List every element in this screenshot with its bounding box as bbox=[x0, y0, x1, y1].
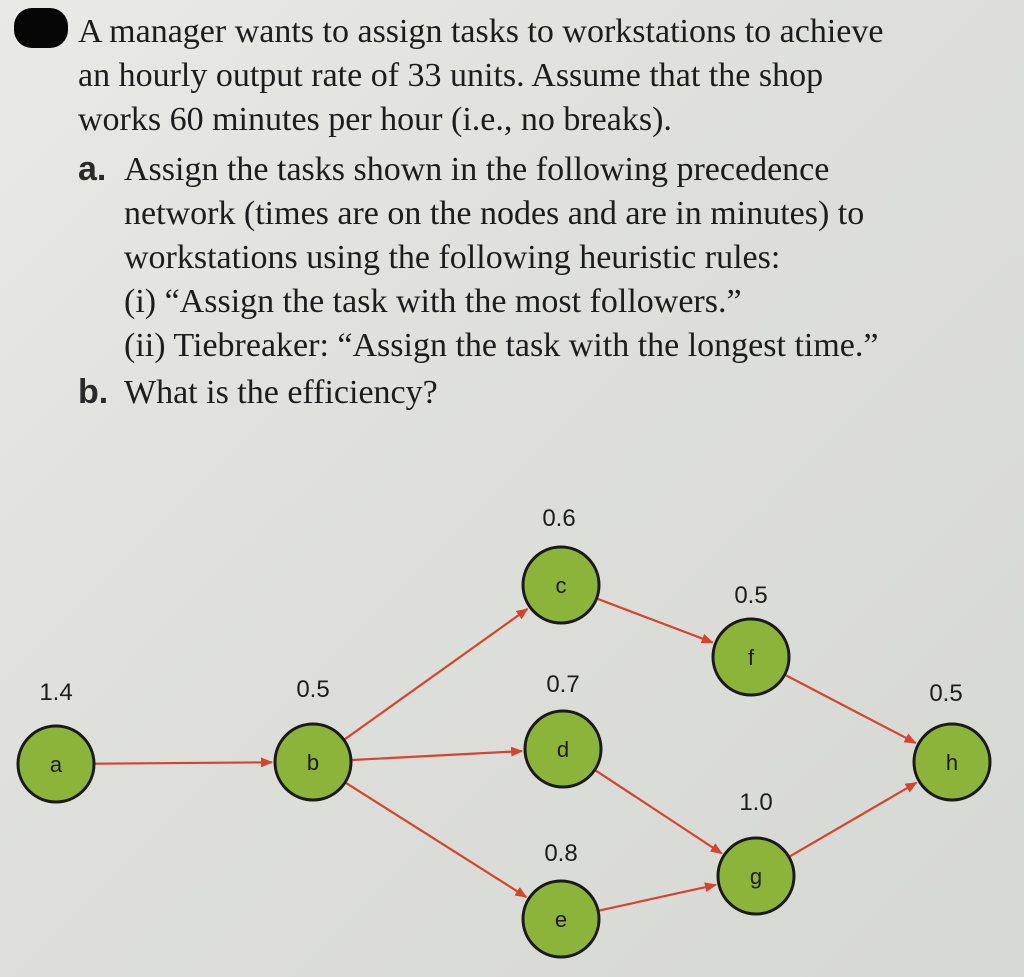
task-node-a bbox=[18, 679, 94, 802]
part-a-line-3: workstations using the following heuristic rules: bbox=[124, 239, 781, 276]
intro-line-1: A manager wants to assign tasks to workstations to achieve bbox=[78, 13, 884, 50]
task-node-d bbox=[525, 671, 601, 787]
task-label-f: f bbox=[747, 645, 755, 670]
part-a-line-2: network (times are on the nodes and are in minutes) to bbox=[124, 195, 865, 232]
task-node-c bbox=[523, 505, 599, 623]
task-node-b bbox=[275, 676, 351, 800]
arrow-e-to-g bbox=[599, 885, 716, 911]
arrow-c-to-f bbox=[598, 599, 713, 643]
arrow-d-to-g bbox=[596, 770, 722, 853]
part-b-text: What is the efficiency? bbox=[124, 374, 438, 411]
task-label-d: d bbox=[556, 737, 570, 762]
arrow-b-to-c bbox=[345, 609, 528, 740]
part-a-label: a. bbox=[78, 150, 107, 188]
task-node-f bbox=[713, 582, 789, 695]
arrow-f-to-h bbox=[786, 675, 916, 743]
task-label-b: b bbox=[306, 750, 320, 775]
task-time-g: 1.0 bbox=[739, 789, 773, 816]
task-node-h bbox=[914, 680, 990, 800]
intro-line-2: an hourly output rate of 33 units. Assume that the shop bbox=[78, 57, 824, 94]
rule-ii: (ii) Tiebreaker: “Assign the task with the longest time.” bbox=[124, 327, 879, 364]
task-node-g bbox=[718, 789, 794, 914]
part-a-text-1: Assign the tasks shown in the following precedence bbox=[124, 151, 830, 188]
intro-line-3: works 60 minutes per hour (i.e., no breaks). bbox=[78, 101, 672, 138]
task-time-c: 0.6 bbox=[542, 505, 576, 532]
task-time-a: 1.4 bbox=[39, 679, 73, 706]
task-label-a: a bbox=[49, 752, 63, 777]
arrow-b-to-e bbox=[346, 783, 526, 897]
task-node-e bbox=[523, 840, 599, 957]
task-label-c: c bbox=[555, 573, 567, 598]
node-layer bbox=[18, 505, 990, 957]
rule-i: (i) “Assign the task with the most followers.” bbox=[124, 283, 742, 320]
task-time-e: 0.8 bbox=[544, 840, 578, 867]
task-time-h: 0.5 bbox=[929, 680, 963, 707]
task-label-h: h bbox=[945, 750, 959, 775]
arrow-g-to-h bbox=[790, 783, 917, 857]
task-time-b: 0.5 bbox=[296, 676, 330, 703]
part-b-label: b. bbox=[78, 373, 109, 411]
arrow-a-to-b bbox=[95, 762, 272, 763]
arrow-b-to-d bbox=[352, 751, 522, 760]
task-label-g: g bbox=[749, 864, 763, 889]
task-time-f: 0.5 bbox=[734, 582, 768, 609]
task-time-d: 0.7 bbox=[546, 671, 580, 698]
task-label-e: e bbox=[554, 907, 568, 932]
